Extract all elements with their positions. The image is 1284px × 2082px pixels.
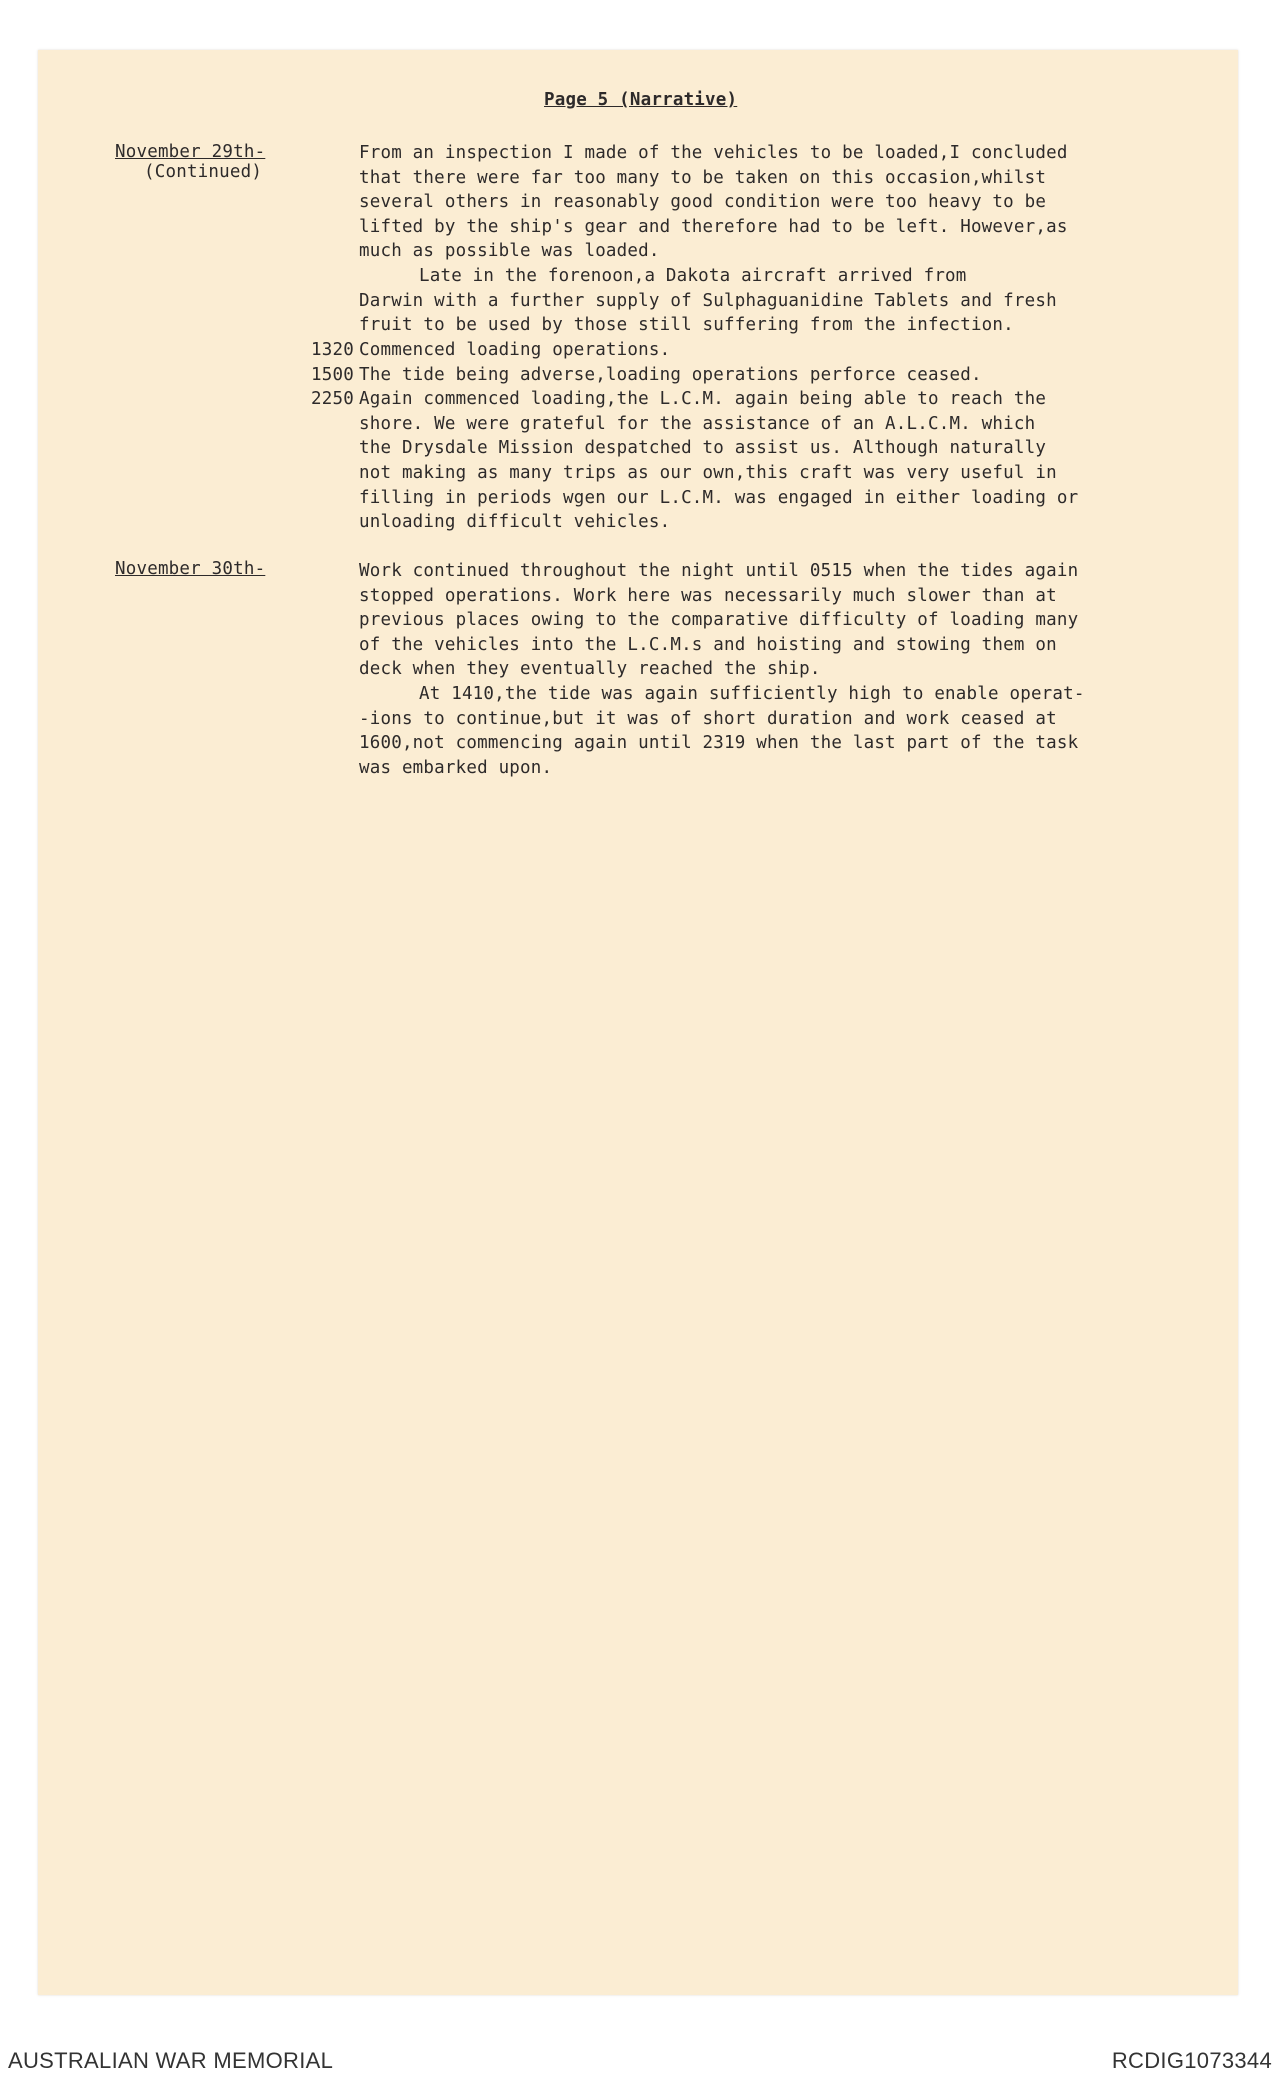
entry-paragraph <box>359 264 1239 338</box>
text-line: not making as many trips as our own,this craft was very useful in <box>359 462 1057 483</box>
time-column <box>300 338 354 412</box>
time-stamp: 1320 <box>311 340 354 360</box>
text-line: fruit to be used by those still suffering from the infection. <box>359 315 1014 336</box>
entry-date-label: November 29th- <box>115 142 266 162</box>
footer-record-id: RCDIG1073344 <box>1111 2048 1272 2073</box>
text-line: the Drysdale Mission despatched to assist us. Although naturally <box>359 438 1047 459</box>
text-line: Darwin with a further supply of Sulphaguanidine Tablets and fresh <box>359 290 1057 311</box>
text-line: Again commenced loading,the L.C.M. again being able to reach the <box>359 389 1047 410</box>
text-line: unloading difficult vehicles. <box>359 512 671 533</box>
text-line: Late in the forenoon,a Dakota aircraft arrived from <box>419 266 967 286</box>
time-stamp: 1500 <box>311 364 354 385</box>
time-stamp: 2250 <box>311 389 354 410</box>
entry-paragraph <box>359 559 1239 682</box>
text-line: filling in periods wgen our L.C.M. was engaged in either loading or <box>359 487 1079 508</box>
text-line: -ions to continue,but it was of short duration and work ceased at <box>359 708 1057 729</box>
text-line: 1600,not commencing again until 2319 when the last part of the task <box>359 733 1079 754</box>
text-line: stopped operations. Work here was necessarily much slower than at <box>359 585 1057 606</box>
text-line: lifted by the ship's gear and therefore had to be left. However,as <box>359 216 1068 237</box>
text-line: At 1410,the tide was again sufficiently high to enable operat- <box>419 684 1085 704</box>
text-line: deck when they eventually reached the ship. <box>359 659 821 680</box>
page-title: Page 5 (Narrative) <box>544 90 738 110</box>
text-line: several others in reasonably good condition were too heavy to be <box>359 192 1047 213</box>
text-line: of the vehicles into the L.C.M.s and hoisting and stowing them on <box>359 634 1057 655</box>
entry-date <box>115 559 265 579</box>
footer-archive-name: AUSTRALIAN WAR MEMORIAL <box>8 2048 334 2073</box>
text-line: previous places owing to the comparative difficulty of loading many <box>359 610 1079 631</box>
text-line: shore. We were grateful for the assistance of an A.L.C.M. which <box>359 413 1036 434</box>
entry-timed-lines <box>359 338 1239 535</box>
text-line: that there were far too many to be taken on this occasion,whilst <box>359 167 1047 188</box>
entry-date <box>115 142 265 182</box>
entry-paragraph <box>359 141 1239 264</box>
text-line: From an inspection I made of the vehicles to be loaded,I concluded <box>359 143 1068 163</box>
entry-date-label: November 30th- <box>115 559 266 579</box>
text-line: Commenced loading operations. <box>359 340 671 360</box>
text-line: The tide being adverse,loading operations perforce ceased. <box>359 364 982 385</box>
entry-date-note: (Continued) <box>144 162 263 182</box>
text-line: Work continued throughout the night until 0515 when the tides again <box>359 561 1079 581</box>
text-line: was embarked upon. <box>359 757 553 778</box>
document-page <box>38 50 1238 1995</box>
text-line: much as possible was loaded. <box>359 241 660 262</box>
entry-paragraph <box>359 682 1239 780</box>
